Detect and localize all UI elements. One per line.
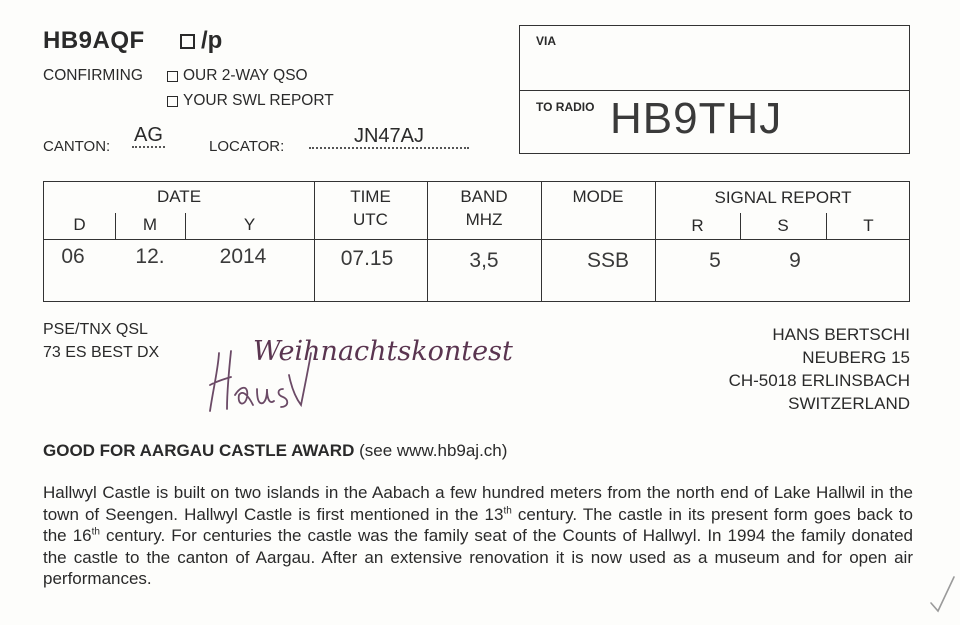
sender-address	[729, 323, 910, 415]
greeting-line-2: 73 ES BEST DX	[43, 344, 160, 361]
contest-stamp: Weihnachtskontest	[253, 336, 513, 367]
value-readability: 5	[709, 249, 721, 272]
value-year: 2014	[219, 245, 267, 268]
via-label: VIA	[536, 34, 557, 48]
award-note: (see www.hb9aj.ch)	[354, 441, 508, 460]
option-qso-label: OUR 2-WAY QSO	[183, 67, 308, 84]
locator-value: JN47AJ	[309, 125, 469, 149]
locator-label: LOCATOR:	[209, 138, 285, 155]
to-radio-label: TO RADIO	[536, 100, 595, 114]
description-ordinal: th	[91, 526, 100, 538]
check-mark	[928, 573, 956, 615]
value-month: 12.	[135, 245, 165, 268]
canton-value: AG	[134, 124, 163, 146]
qso-table	[43, 181, 910, 302]
header-time: TIME	[350, 187, 391, 206]
header-tone: T	[863, 216, 874, 235]
header-day: D	[73, 215, 86, 234]
header-year: Y	[243, 215, 256, 234]
portable-suffix: /p	[201, 27, 223, 54]
header-strength: S	[777, 216, 789, 235]
portable-checkbox	[180, 34, 195, 49]
award-title: GOOD FOR AARGAU CASTLE AWARD	[43, 441, 355, 460]
option-swl-label: YOUR SWL REPORT	[183, 92, 334, 109]
description-part: Hallwyl Castle is built on two islands in the Aabach a few hundred meters from the north end of Lake Hallwil in the town of Seengen. Hallwyl Castle is first mentioned in the 13	[43, 483, 913, 524]
address-street: NEUBERG 15	[802, 348, 910, 367]
portable-option	[180, 27, 222, 55]
confirming-label: CONFIRMING	[43, 67, 143, 84]
callsign: HB9AQF	[43, 27, 145, 54]
address-city: CH-5018 ERLINSBACH	[728, 371, 910, 390]
swl-checkbox	[167, 96, 178, 107]
option-qso	[167, 67, 308, 85]
header-signal-report: SIGNAL REPORT	[714, 188, 852, 207]
value-time: 07.15	[340, 247, 394, 270]
address-name: HANS BERTSCHI	[772, 325, 910, 344]
description-part: century. The castle in its present form goes back to the 16	[43, 504, 913, 545]
castle-description	[43, 482, 913, 590]
routing-box	[519, 25, 910, 154]
award-line	[43, 441, 507, 461]
table-header-divider	[44, 239, 909, 240]
header-month: M	[142, 215, 158, 234]
value-strength: 9	[789, 249, 801, 272]
header-utc: UTC	[353, 210, 388, 229]
header-date: DATE	[156, 187, 202, 206]
handwritten-signature	[205, 345, 315, 415]
qso-checkbox	[167, 71, 178, 82]
option-swl	[167, 92, 334, 110]
description-ordinal: th	[503, 504, 512, 516]
greeting	[43, 318, 159, 364]
to-radio-callsign: HB9THJ	[610, 94, 783, 143]
header-readability: R	[691, 216, 704, 235]
routing-divider	[520, 90, 909, 91]
greeting-line-1: PSE/TNX QSL	[43, 321, 148, 338]
value-mode: SSB	[586, 249, 630, 272]
description-part: century. For centuries the castle was the family seat of the Counts of Hallwyl. In 1994 the family donated the castle to the canton of Aargau. After an extensive renovation it is now used as a museum and for open air performances.	[43, 526, 914, 588]
address-country: SWITZERLAND	[788, 394, 910, 413]
canton-label: CANTON:	[43, 138, 111, 155]
header-mhz: MHZ	[465, 210, 503, 229]
value-day: 06	[61, 245, 85, 268]
header-mode: MODE	[572, 187, 624, 206]
header-band: BAND	[460, 187, 508, 206]
value-band: 3,5	[469, 249, 499, 272]
